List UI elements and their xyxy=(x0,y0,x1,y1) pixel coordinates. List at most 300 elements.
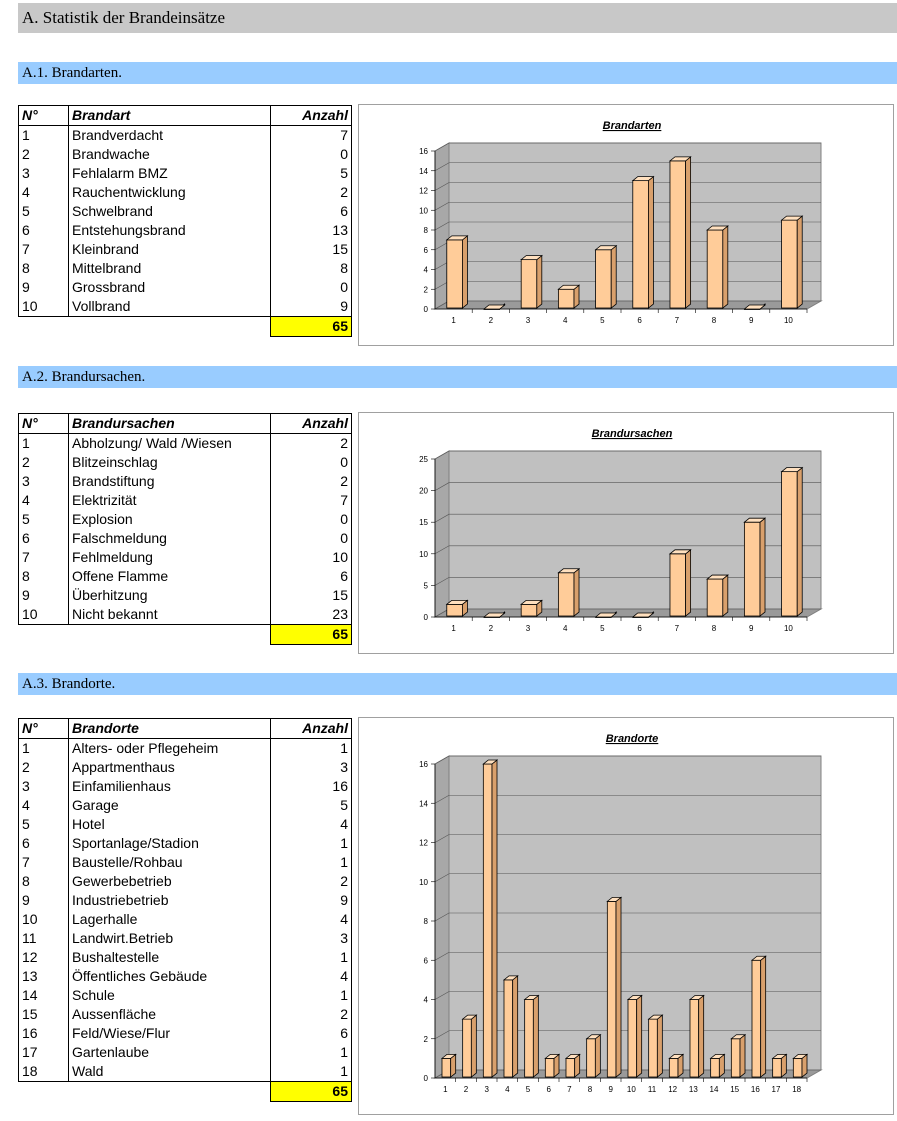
bar-side xyxy=(760,518,765,616)
bar-side xyxy=(533,996,538,1078)
table-row xyxy=(19,491,352,510)
bar-side xyxy=(616,897,621,1077)
row-label: Sportanlage/Stadion xyxy=(69,834,271,853)
row-number: 10 xyxy=(19,605,69,625)
row-label: Abholzung/ Wald /Wiesen xyxy=(69,434,271,454)
table-row xyxy=(19,853,352,872)
bar xyxy=(463,1015,477,1077)
row-count: 23 xyxy=(271,605,352,625)
y-tick-label: 12 xyxy=(419,186,428,196)
bar-front xyxy=(782,472,798,616)
bar-front xyxy=(670,161,686,308)
table-row xyxy=(19,1043,352,1062)
row-label: Appartmenthaus xyxy=(69,758,271,777)
bar-side xyxy=(797,468,802,616)
row-count: 0 xyxy=(271,145,352,164)
bar xyxy=(566,1054,580,1077)
bar-side xyxy=(637,996,642,1078)
row-count: 4 xyxy=(271,967,352,986)
x-tick-label: 3 xyxy=(525,624,531,633)
table-row xyxy=(19,1062,352,1082)
section-heading-brandorte: A.3. Brandorte. xyxy=(18,673,897,695)
table-row xyxy=(19,815,352,834)
row-count: 1 xyxy=(271,834,352,853)
x-tick-label: 9 xyxy=(748,624,754,633)
table-header-row xyxy=(19,719,352,739)
bar-side xyxy=(699,996,704,1078)
bar-side xyxy=(595,1035,600,1077)
table-total-row xyxy=(19,625,352,645)
row-count: 3 xyxy=(271,929,352,948)
row-count: 2 xyxy=(271,183,352,202)
row-label: Feld/Wiese/Flur xyxy=(69,1024,271,1043)
row-number: 11 xyxy=(19,929,69,948)
table-row xyxy=(19,758,352,777)
y-tick-label: 5 xyxy=(423,581,428,591)
row-count: 5 xyxy=(271,796,352,815)
bar-side xyxy=(611,246,616,308)
table-row xyxy=(19,202,352,221)
row-label: Wald xyxy=(69,1062,271,1082)
table-row xyxy=(19,586,352,605)
row-count: 0 xyxy=(271,529,352,548)
column-header: N° xyxy=(19,106,69,126)
table-row xyxy=(19,910,352,929)
row-number: 3 xyxy=(19,164,69,183)
x-tick-label: 4 xyxy=(562,316,568,325)
x-tick-label: 11 xyxy=(647,1085,657,1094)
bar-front xyxy=(558,573,574,616)
bar-side xyxy=(648,177,653,308)
bar xyxy=(558,569,579,616)
row-label: Vollbrand xyxy=(69,297,271,317)
row-count: 6 xyxy=(271,1024,352,1043)
row-count: 16 xyxy=(271,777,352,796)
table-row xyxy=(19,164,352,183)
row-number: 6 xyxy=(19,529,69,548)
plot-side-wall xyxy=(435,451,449,617)
bar-side xyxy=(492,760,497,1077)
total-spacer xyxy=(19,625,69,645)
row-number: 13 xyxy=(19,967,69,986)
row-count: 0 xyxy=(271,453,352,472)
bar-front xyxy=(793,1058,802,1077)
bar-front xyxy=(558,289,574,308)
x-tick-label: 4 xyxy=(562,624,568,633)
row-label: Überhitzung xyxy=(69,586,271,605)
row-count: 4 xyxy=(271,910,352,929)
bar xyxy=(669,1054,683,1077)
bar xyxy=(707,226,728,308)
bar xyxy=(782,216,803,308)
row-label: Landwirt.Betrieb xyxy=(69,929,271,948)
bar-front xyxy=(752,960,761,1077)
table-total-row xyxy=(19,317,352,337)
row-label: Falschmeldung xyxy=(69,529,271,548)
bar xyxy=(483,760,497,1077)
table-row xyxy=(19,126,352,146)
table-row xyxy=(19,1024,352,1043)
row-number: 7 xyxy=(19,853,69,872)
row-label: Fehlalarm BMZ xyxy=(69,164,271,183)
row-number: 15 xyxy=(19,1005,69,1024)
y-tick-label: 6 xyxy=(423,956,428,966)
bar xyxy=(607,897,621,1077)
x-tick-label: 1 xyxy=(451,624,456,633)
bar-side xyxy=(740,1035,745,1077)
bar xyxy=(545,1054,559,1077)
column-header: N° xyxy=(19,719,69,739)
chart-brandorte xyxy=(358,717,894,1115)
y-tick-label: 10 xyxy=(419,549,428,559)
table-brandorte xyxy=(18,718,352,1102)
row-label: Alters- oder Pflegeheim xyxy=(69,739,271,759)
bar xyxy=(670,550,691,616)
bar-front xyxy=(521,260,537,308)
row-count: 10 xyxy=(271,548,352,567)
total-spacer xyxy=(69,625,271,645)
table-brandarten xyxy=(18,105,352,337)
table-row xyxy=(19,872,352,891)
bar-chart-brandursachen xyxy=(359,413,893,653)
row-count: 15 xyxy=(271,240,352,259)
row-number: 5 xyxy=(19,510,69,529)
row-label: Schwelbrand xyxy=(69,202,271,221)
total-count: 65 xyxy=(271,1082,352,1102)
row-number: 8 xyxy=(19,567,69,586)
bar-side xyxy=(513,976,518,1077)
row-number: 5 xyxy=(19,202,69,221)
row-number: 18 xyxy=(19,1062,69,1082)
bar-front xyxy=(607,901,616,1077)
y-tick-label: 8 xyxy=(423,917,428,926)
row-label: Baustelle/Rohbau xyxy=(69,853,271,872)
total-count: 65 xyxy=(271,317,352,337)
row-count: 1 xyxy=(271,853,352,872)
row-label: Nicht bekannt xyxy=(69,605,271,625)
row-label: Schule xyxy=(69,986,271,1005)
bar-front xyxy=(483,764,492,1077)
bar-front xyxy=(447,604,463,616)
bar xyxy=(521,600,542,616)
row-count: 9 xyxy=(271,891,352,910)
row-number: 7 xyxy=(19,240,69,259)
bar-side xyxy=(686,550,691,616)
row-count: 1 xyxy=(271,948,352,967)
row-number: 2 xyxy=(19,758,69,777)
row-label: Aussenfläche xyxy=(69,1005,271,1024)
column-header: Anzahl xyxy=(271,414,352,434)
x-tick-label: 13 xyxy=(688,1085,698,1094)
bar xyxy=(707,575,728,616)
row-number: 17 xyxy=(19,1043,69,1062)
y-tick-label: 8 xyxy=(423,226,428,235)
column-header: Brandorte xyxy=(69,719,271,739)
x-tick-label: 5 xyxy=(525,1085,531,1094)
y-tick-label: 12 xyxy=(419,838,428,848)
row-number: 1 xyxy=(19,739,69,759)
bar-front xyxy=(649,1019,658,1077)
table-total-row xyxy=(19,1082,352,1102)
row-label: Öffentliches Gebäude xyxy=(69,967,271,986)
row-label: Offene Flamme xyxy=(69,567,271,586)
row-count: 6 xyxy=(271,567,352,586)
bar-front xyxy=(521,604,537,616)
row-number: 9 xyxy=(19,278,69,297)
bar-front xyxy=(442,1058,451,1077)
row-count: 1 xyxy=(271,739,352,759)
total-spacer xyxy=(19,317,69,337)
x-tick-label: 5 xyxy=(600,316,605,325)
x-tick-label: 8 xyxy=(711,316,717,325)
bar xyxy=(731,1035,745,1077)
row-number: 14 xyxy=(19,986,69,1005)
y-tick-label: 16 xyxy=(419,147,428,156)
row-number: 9 xyxy=(19,586,69,605)
row-label: Gartenlaube xyxy=(69,1043,271,1062)
x-tick-label: 7 xyxy=(567,1085,572,1094)
y-tick-label: 14 xyxy=(419,166,428,176)
row-label: Garage xyxy=(69,796,271,815)
row-label: Entstehungsbrand xyxy=(69,221,271,240)
bar-front xyxy=(596,250,612,308)
table-row xyxy=(19,259,352,278)
bar xyxy=(793,1054,807,1077)
chart-title: Brandarten xyxy=(602,120,662,132)
page-title: A. Statistik der Brandeinsätze xyxy=(18,3,897,33)
row-number: 1 xyxy=(19,434,69,454)
y-tick-label: 10 xyxy=(419,206,428,216)
chart-title: Brandorte xyxy=(605,733,659,745)
bar xyxy=(782,468,803,616)
bar-chart-brandarten xyxy=(359,105,893,345)
bar-front xyxy=(773,1058,782,1077)
row-count: 4 xyxy=(271,815,352,834)
section-heading-brandursachen: A.2. Brandursachen. xyxy=(18,366,897,388)
row-number: 4 xyxy=(19,796,69,815)
bar-side xyxy=(723,575,728,616)
table-brandursachen xyxy=(18,413,352,645)
x-tick-label: 18 xyxy=(792,1085,802,1094)
row-label: Mittelbrand xyxy=(69,259,271,278)
x-tick-label: 3 xyxy=(484,1085,489,1094)
row-count: 7 xyxy=(271,126,352,146)
bar-side xyxy=(657,1015,662,1077)
bar-front xyxy=(525,1000,534,1078)
y-tick-label: 2 xyxy=(423,285,428,295)
table-row xyxy=(19,434,352,454)
table-row xyxy=(19,510,352,529)
row-label: Einfamilienhaus xyxy=(69,777,271,796)
total-count: 65 xyxy=(271,625,352,645)
row-label: Blitzeinschlag xyxy=(69,453,271,472)
x-tick-label: 10 xyxy=(783,624,793,633)
row-number: 2 xyxy=(19,453,69,472)
row-count: 0 xyxy=(271,278,352,297)
row-number: 6 xyxy=(19,834,69,853)
row-label: Gewerbebetrieb xyxy=(69,872,271,891)
row-count: 6 xyxy=(271,202,352,221)
column-header: Anzahl xyxy=(271,719,352,739)
x-tick-label: 1 xyxy=(443,1085,448,1094)
bar-front xyxy=(504,980,513,1077)
bar-front xyxy=(463,1019,472,1077)
row-number: 1 xyxy=(19,126,69,146)
x-tick-label: 9 xyxy=(748,316,754,325)
bar-front xyxy=(545,1058,554,1077)
row-label: Rauchentwicklung xyxy=(69,183,271,202)
table-row xyxy=(19,567,352,586)
bar-side xyxy=(574,569,579,616)
row-number: 16 xyxy=(19,1024,69,1043)
bar xyxy=(628,996,642,1078)
bar xyxy=(442,1054,456,1077)
x-tick-label: 2 xyxy=(463,1085,469,1094)
y-tick-label: 2 xyxy=(423,1034,428,1044)
x-tick-label: 7 xyxy=(674,316,680,325)
row-label: Explosion xyxy=(69,510,271,529)
row-count: 3 xyxy=(271,758,352,777)
row-count: 5 xyxy=(271,164,352,183)
row-number: 4 xyxy=(19,183,69,202)
row-number: 8 xyxy=(19,872,69,891)
row-number: 4 xyxy=(19,491,69,510)
table-row xyxy=(19,605,352,625)
bar-side xyxy=(797,216,802,308)
bar xyxy=(649,1015,663,1077)
x-tick-label: 8 xyxy=(587,1085,593,1094)
x-tick-label: 3 xyxy=(525,316,531,325)
y-tick-label: 4 xyxy=(423,995,428,1005)
row-count: 1 xyxy=(271,986,352,1005)
table-row xyxy=(19,529,352,548)
bar xyxy=(587,1035,601,1077)
y-tick-label: 4 xyxy=(423,265,428,275)
bar-side xyxy=(471,1015,476,1077)
table-row xyxy=(19,240,352,259)
table-row xyxy=(19,796,352,815)
row-count: 7 xyxy=(271,491,352,510)
bar-front xyxy=(587,1039,596,1077)
row-number: 6 xyxy=(19,221,69,240)
table-row xyxy=(19,472,352,491)
bar xyxy=(690,996,704,1078)
y-tick-label: 16 xyxy=(419,760,428,769)
y-tick-label: 0 xyxy=(423,1074,428,1083)
table-row xyxy=(19,548,352,567)
x-tick-label: 15 xyxy=(730,1085,740,1094)
row-number: 9 xyxy=(19,891,69,910)
y-tick-label: 14 xyxy=(419,799,428,809)
y-tick-label: 0 xyxy=(423,305,428,314)
row-number: 10 xyxy=(19,297,69,317)
column-header: Brandursachen xyxy=(69,414,271,434)
bar-front xyxy=(782,220,798,308)
bar-front xyxy=(628,1000,637,1078)
y-tick-label: 25 xyxy=(419,455,428,464)
x-tick-label: 9 xyxy=(608,1085,613,1094)
row-label: Grossbrand xyxy=(69,278,271,297)
table-row xyxy=(19,453,352,472)
bar-side xyxy=(462,236,467,308)
x-tick-label: 12 xyxy=(668,1085,678,1094)
table-row xyxy=(19,183,352,202)
total-spacer xyxy=(69,1082,271,1102)
bar-front xyxy=(707,230,723,308)
chart-brandursachen xyxy=(358,412,894,654)
row-count: 8 xyxy=(271,259,352,278)
row-number: 10 xyxy=(19,910,69,929)
row-count: 2 xyxy=(271,872,352,891)
column-header: N° xyxy=(19,414,69,434)
bar xyxy=(521,256,542,308)
row-number: 7 xyxy=(19,548,69,567)
row-label: Brandstiftung xyxy=(69,472,271,491)
bar xyxy=(711,1054,725,1077)
x-tick-label: 6 xyxy=(637,316,642,325)
x-tick-label: 10 xyxy=(626,1085,636,1094)
table-row xyxy=(19,221,352,240)
x-tick-label: 2 xyxy=(488,316,494,325)
x-tick-label: 4 xyxy=(505,1085,510,1094)
x-tick-label: 17 xyxy=(771,1085,781,1094)
row-number: 3 xyxy=(19,472,69,491)
table-row xyxy=(19,1005,352,1024)
x-tick-label: 6 xyxy=(637,624,642,633)
row-number: 12 xyxy=(19,948,69,967)
column-header: Anzahl xyxy=(271,106,352,126)
row-number: 2 xyxy=(19,145,69,164)
row-count: 2 xyxy=(271,434,352,454)
table-row xyxy=(19,948,352,967)
bar-front xyxy=(690,1000,699,1078)
row-label: Brandverdacht xyxy=(69,126,271,146)
bar-chart-brandorte xyxy=(359,718,893,1114)
chart-title: Brandursachen xyxy=(591,428,673,440)
bar xyxy=(596,246,617,308)
bar xyxy=(447,236,468,308)
table-header-row xyxy=(19,414,352,434)
row-label: Bushaltestelle xyxy=(69,948,271,967)
table-row xyxy=(19,777,352,796)
y-tick-label: 6 xyxy=(423,245,428,255)
row-count: 15 xyxy=(271,586,352,605)
row-label: Brandwache xyxy=(69,145,271,164)
table-row xyxy=(19,967,352,986)
bar xyxy=(558,285,579,308)
row-label: Fehlmeldung xyxy=(69,548,271,567)
table-row xyxy=(19,278,352,297)
chart-brandarten xyxy=(358,104,894,346)
x-tick-label: 7 xyxy=(674,624,680,633)
row-number: 3 xyxy=(19,777,69,796)
x-tick-label: 16 xyxy=(750,1085,760,1094)
row-label: Hotel xyxy=(69,815,271,834)
row-count: 0 xyxy=(271,510,352,529)
table-row xyxy=(19,891,352,910)
bar-front xyxy=(707,579,723,616)
row-count: 1 xyxy=(271,1062,352,1082)
bar xyxy=(447,600,468,616)
bar xyxy=(670,157,691,308)
y-tick-label: 20 xyxy=(419,486,428,496)
table-row xyxy=(19,739,352,759)
total-spacer xyxy=(19,1082,69,1102)
bar xyxy=(504,976,518,1077)
y-tick-label: 15 xyxy=(419,518,428,528)
row-number: 8 xyxy=(19,259,69,278)
row-count: 13 xyxy=(271,221,352,240)
